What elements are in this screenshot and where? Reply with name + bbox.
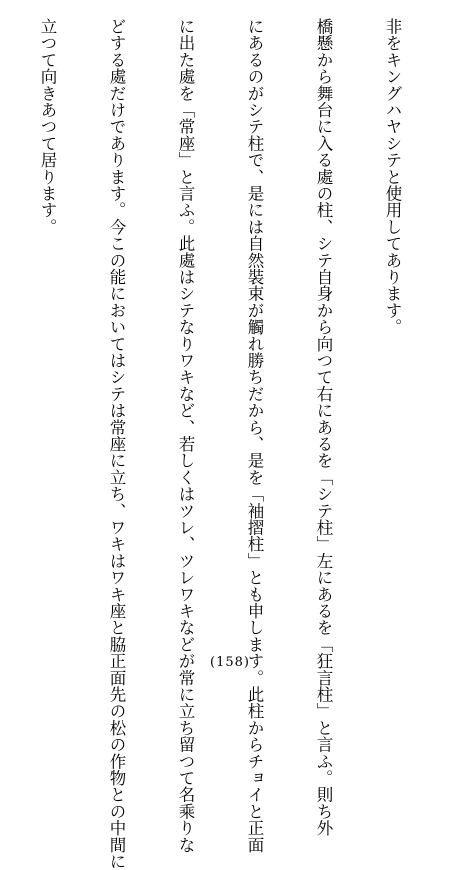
text-line: どする處だけであります。今この能においてはシテは常座に立ち、ワキはワキ座と脇正面先の松の作物との中間に [107,18,126,870]
text-line: にあるのがシテ柱で、是には自然裝束が觸れ勝ちだから、是を「袖摺柱」とも申します。此柱からチョイと正面 [245,18,264,853]
text-line: 橋懸から舞台に入る處の柱、シテ自身から向つて右にあるを「シテ柱」左にあるを「狂言柱」と言ふ。則ち外 [314,18,333,837]
text-line: に出た處を「常座」と言ふ。此處はシテなりワキなど、若しくはツレ、ツレワキなどが常に立ち留つて名乘りな [176,18,195,853]
page-number: (158) [210,655,250,670]
text-line: 非をキングハヤシテと使用してあります。 [383,18,402,336]
text-line: 立つて向きあつて居ります。 [38,18,57,236]
